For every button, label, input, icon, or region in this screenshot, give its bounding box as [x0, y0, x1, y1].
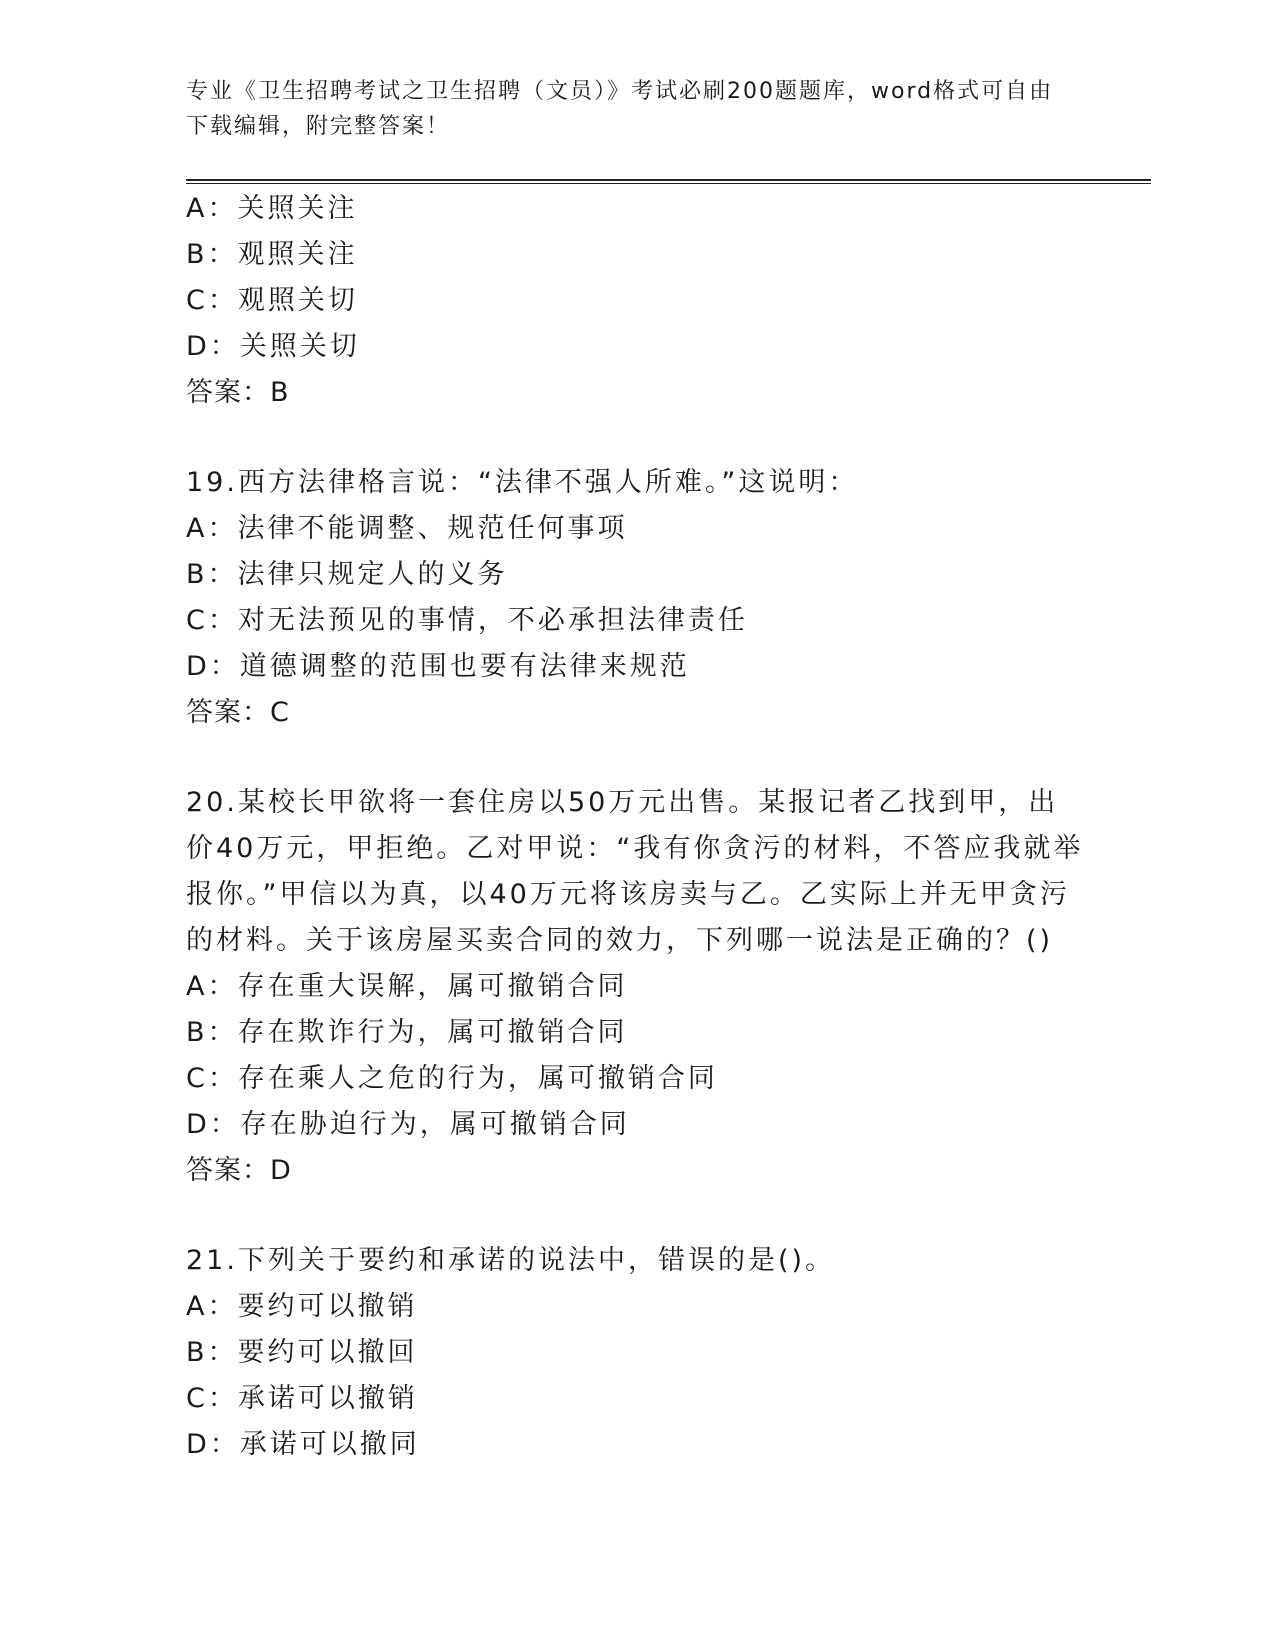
- option-a: A：关照关注: [186, 193, 358, 224]
- question-block-19: [186, 460, 1086, 736]
- document-intro: 专业《卫生招聘考试之卫生招聘（文员）》考试必刷200题题库，word格式可自由下载编辑，附完整答案！: [186, 79, 1054, 139]
- option-b: B：要约可以撤回: [186, 1337, 418, 1368]
- question-block-20: [186, 780, 1086, 1194]
- question-text: 21.下列关于要约和承诺的说法中，错误的是()。: [186, 1245, 836, 1276]
- option-a: A：要约可以撤销: [186, 1291, 418, 1322]
- question-text: 19.西方法律格言说：“法律不强人所难。”这说明：: [186, 467, 859, 498]
- option-d: D：存在胁迫行为，属可撤销合同: [186, 1109, 630, 1140]
- option-c: C：承诺可以撤销: [186, 1383, 418, 1414]
- option-a: A：存在重大误解，属可撤销合同: [186, 971, 628, 1002]
- option-a: A：法律不能调整、规范任何事项: [186, 513, 628, 544]
- option-c: C：观照关切: [186, 285, 358, 316]
- answer-line: 答案：B: [186, 377, 290, 408]
- option-d: D：关照关切: [186, 331, 360, 362]
- question-block-18: [186, 186, 1086, 416]
- header-divider-thin: [186, 183, 1151, 184]
- question-text: 20.某校长甲欲将一套住房以50万元出售。某报记者乙找到甲，出价40万元，甲拒绝。乙对甲说：“我有你贪污的材料，不答应我就举报你。”甲信以为真，以40万元将该房卖与乙。乙实际上并无甲贪污的材料。关于该房屋买卖合同的效力，下列哪一说法是正确的？(): [186, 787, 1084, 956]
- header-divider-thick: [186, 179, 1151, 181]
- option-d: D：道德调整的范围也要有法律来规范: [186, 651, 690, 682]
- option-d: D：承诺可以撤同: [186, 1429, 420, 1460]
- option-b: B：存在欺诈行为，属可撤销合同: [186, 1017, 628, 1048]
- spacer: [186, 736, 1086, 780]
- answer-line: 答案：C: [186, 697, 290, 728]
- option-b: B：法律只规定人的义务: [186, 559, 508, 590]
- option-c: C：对无法预见的事情，不必承担法律责任: [186, 605, 748, 636]
- option-b: B：观照关注: [186, 239, 358, 270]
- spacer: [186, 416, 1086, 460]
- spacer: [186, 1194, 1086, 1238]
- answer-line: 答案：D: [186, 1155, 292, 1186]
- option-c: C：存在乘人之危的行为，属可撤销合同: [186, 1063, 718, 1094]
- question-block-21: [186, 1238, 1086, 1468]
- question-list: [186, 186, 1086, 1468]
